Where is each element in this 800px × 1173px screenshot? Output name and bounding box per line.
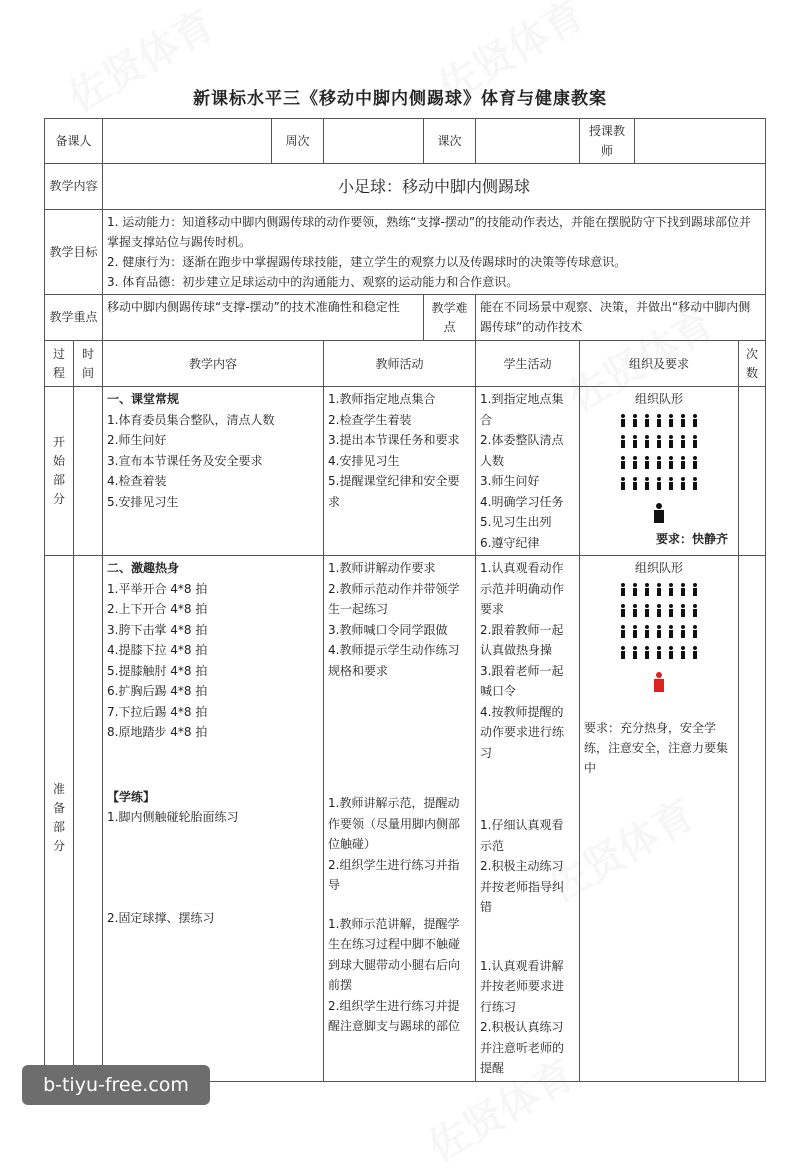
start-teacher-activity [324,387,476,556]
column-header-row [45,341,766,387]
start-content [103,387,324,556]
student-icon [669,604,673,617]
student-icon [681,646,685,659]
prep-part-row [45,556,766,1082]
student-icon [669,477,673,490]
list-item: 5.提膝触肘 4*8 拍 [107,663,208,678]
start-org [580,387,739,556]
lesson-value [476,119,580,164]
col-student: 学生活动 [476,341,580,387]
list-item: 2.跟着教师一起认真做热身操 [480,622,564,657]
list-item: 4.教师提示学生动作练习规格和要求 [328,643,460,678]
list-item: 4.安排见习生 [328,453,400,468]
list-item: 3.跟着老师一起喊口令 [480,663,564,698]
student-icon [645,604,649,617]
student-icon [693,604,697,617]
key-label: 教学重点 [45,295,103,341]
student-icon [657,414,661,427]
list-item: 4.检查着装 [107,474,167,488]
prep-student-activity [476,556,580,1082]
student-icon [621,604,625,617]
student-icon [633,456,637,469]
lesson-plan-table [44,118,766,1082]
start-part-row [45,387,766,556]
preparer-value [103,119,272,164]
student-icon [633,583,637,596]
list-item: 4.明确学习任务 [480,494,564,509]
list-item: 1.体育委员集合整队，清点人数 [107,412,275,427]
list-item: 1.脚内侧触碰轮胎面练习 [107,810,239,824]
prep-org [580,556,739,1082]
student-icon [669,646,673,659]
list-item: 8.原地踏步 4*8 拍 [107,725,208,739]
content-row [45,164,766,210]
student-icon [693,456,697,469]
list-item: 1.教师示范讲解，提醒学生在练习过程中脚不触碰到球大腿带动小腿右后向前摆 [328,916,461,992]
student-icon [693,646,697,659]
list-item: 2.体委整队清点人数 [480,433,564,468]
student-icon [657,583,661,596]
student-icon [669,625,673,638]
student-icon [681,583,685,596]
week-label: 周次 [272,119,324,164]
student-icon [669,414,673,427]
list-item: 1.认真观看讲解并按老师要求进行练习 [480,958,565,1014]
list-item: 1.平举开合 4*8 拍 [107,581,208,596]
student-icon [645,583,649,596]
preparer-label: 备课人 [45,119,103,164]
difficulty-text: 能在不同场景中观察、决策，并做出“移动中脚内侧踢传球”的动作技术 [476,295,766,341]
student-icon [621,435,625,448]
goal-item: 3. 体育品德：初步建立足球运动中的沟通能力、观察的运动能力和合作意识。 [107,275,519,289]
goals-list [103,210,766,295]
org-requirement: 要求：快静齐 [656,532,729,546]
col-time: 时间 [74,341,103,387]
key-row [45,295,766,341]
student-icon [681,625,685,638]
list-item: 二、激趣热身 [107,561,180,575]
student-icon [633,414,637,427]
prep-content [103,556,324,1082]
difficulty-label: 教学难点 [424,295,476,341]
list-item: 1.教师讲解示范，提醒动作要领（尽量用脚内侧部位触碰） [328,796,461,851]
prep-count [739,556,766,1082]
list-item: 一、课堂常规 [107,392,180,406]
list-item: 4.提膝下拉 4*8 拍 [107,643,208,657]
list-item: 2.组织学生进行练习并指导 [328,857,460,892]
student-icon [681,477,685,490]
student-icon [693,477,697,490]
list-item: 1.仔细认真观看示范 [480,818,564,853]
list-item: 1.教师讲解动作要求 [328,561,436,575]
student-icon [645,456,649,469]
list-item: 6.遵守纪律 [480,535,540,550]
list-item: 2.积极主动练习并按老师指导纠错 [480,859,565,914]
list-item: 2.检查学生着装 [328,412,412,427]
student-icon [633,477,637,490]
student-icon [657,456,661,469]
list-item: 2.上下开合 4*8 拍 [107,602,208,616]
list-item: 1.认真观看动作示范并明确动作要求 [480,561,565,616]
student-icon [621,414,625,427]
lesson-label: 课次 [424,119,476,164]
student-icon [621,646,625,659]
student-icon [681,456,685,469]
list-item: 2.积极认真练习并注意听老师的提醒 [480,1020,565,1075]
student-icon [645,646,649,659]
start-part-time [74,387,103,556]
student-icon [669,435,673,448]
goal-item: 2. 健康行为：逐渐在跑步中掌握踢传球技能，建立学生的观察力以及传踢球时的决策等传球意识。 [107,255,627,269]
info-row [45,119,766,164]
student-icon [657,477,661,490]
list-item: 7.下拉后踢 4*8 拍 [107,704,208,719]
list-item: 4.按教师提醒的动作要求进行练习 [480,704,565,760]
org-requirement: 要求：充分热身，安全学练，注意安全，注意力要集中 [584,721,729,775]
content-label: 教学内容 [45,164,103,210]
student-icon [657,646,661,659]
student-icon [645,477,649,490]
col-teacher: 教师活动 [324,341,476,387]
list-item: 5.见习生出列 [480,515,552,529]
student-icon [657,625,661,638]
list-item: 5.提醒课堂纪律和安全要求 [328,474,460,509]
teacher-value [635,119,766,164]
list-item: 5.安排见习生 [107,494,179,509]
week-value [324,119,424,164]
prep-part-time [74,556,103,1082]
list-item: 2.师生问好 [107,433,167,447]
prep-part-label: 准备部分 [45,556,74,1082]
org-title: 组织队形 [635,392,684,406]
list-item: 6.扩胸后踢 4*8 拍 [107,684,208,698]
student-icon [657,435,661,448]
teacher-label: 授课教师 [580,119,635,164]
goals-label: 教学目标 [45,210,103,295]
site-badge: b-tiyu-free.com [22,1065,210,1105]
student-icon [681,435,685,448]
student-icon [669,456,673,469]
content-title: 小足球：移动中脚内侧踢球 [103,164,766,210]
start-count [739,387,766,556]
page-title: 新课标水平三《移动中脚内侧踢球》体育与健康教案 [193,89,607,109]
student-icon [693,435,697,448]
list-item: 2.教师示范动作并带领学生一起练习 [328,581,460,616]
formation-grid [617,582,701,666]
col-org: 组织及要求 [580,341,739,387]
student-icon [669,583,673,596]
goals-row [45,210,766,295]
formation-grid [617,413,701,497]
student-icon [633,646,637,659]
student-icon [681,414,685,427]
student-icon [681,604,685,617]
student-icon [645,435,649,448]
key-text: 移动中脚内侧踢传球“支撑-摆动”的技术准确性和稳定性 [103,295,424,341]
prep-teacher-activity [324,556,476,1082]
practice-title: 【学练】 [107,789,156,804]
student-icon [633,435,637,448]
list-item: 2.组织学生进行练习并提醒注意脚支与踢球的部位 [328,998,461,1033]
list-item: 3.宣布本节课任务及安全要求 [107,453,263,468]
list-item: 3.师生问好 [480,474,540,488]
goal-item: 1. 运动能力：知道移动中脚内侧踢传球的动作要领，熟练“支撑-摆动”的技能动作表达，并能在摆脱防守下找到踢球部位并掌握支撑站位与踢传时机。 [107,215,752,249]
student-icon [645,625,649,638]
student-icon [657,604,661,617]
col-process: 过程 [45,341,74,387]
student-icon [621,625,625,638]
student-icon [621,456,625,469]
list-item: 1.到指定地点集合 [480,392,564,427]
col-count: 次数 [739,341,766,387]
student-icon [621,477,625,490]
list-item: 3.提出本节课任务和要求 [328,433,460,447]
student-icon [633,604,637,617]
list-item: 1.教师指定地点集合 [328,392,436,406]
student-icon [645,414,649,427]
list-item: 3.教师喊口令同学跟做 [328,622,448,637]
teacher-icon [654,672,664,692]
list-item: 2.固定球撑、摆练习 [107,910,215,925]
list-item: 3.胯下击掌 4*8 拍 [107,622,208,637]
start-part-label: 开始部分 [45,387,74,556]
student-icon [693,583,697,596]
student-icon [621,583,625,596]
start-student-activity [476,387,580,556]
student-icon [693,625,697,638]
teacher-icon [654,503,664,523]
col-content: 教学内容 [103,341,324,387]
student-icon [633,625,637,638]
org-title: 组织队形 [635,561,684,575]
student-icon [693,414,697,427]
